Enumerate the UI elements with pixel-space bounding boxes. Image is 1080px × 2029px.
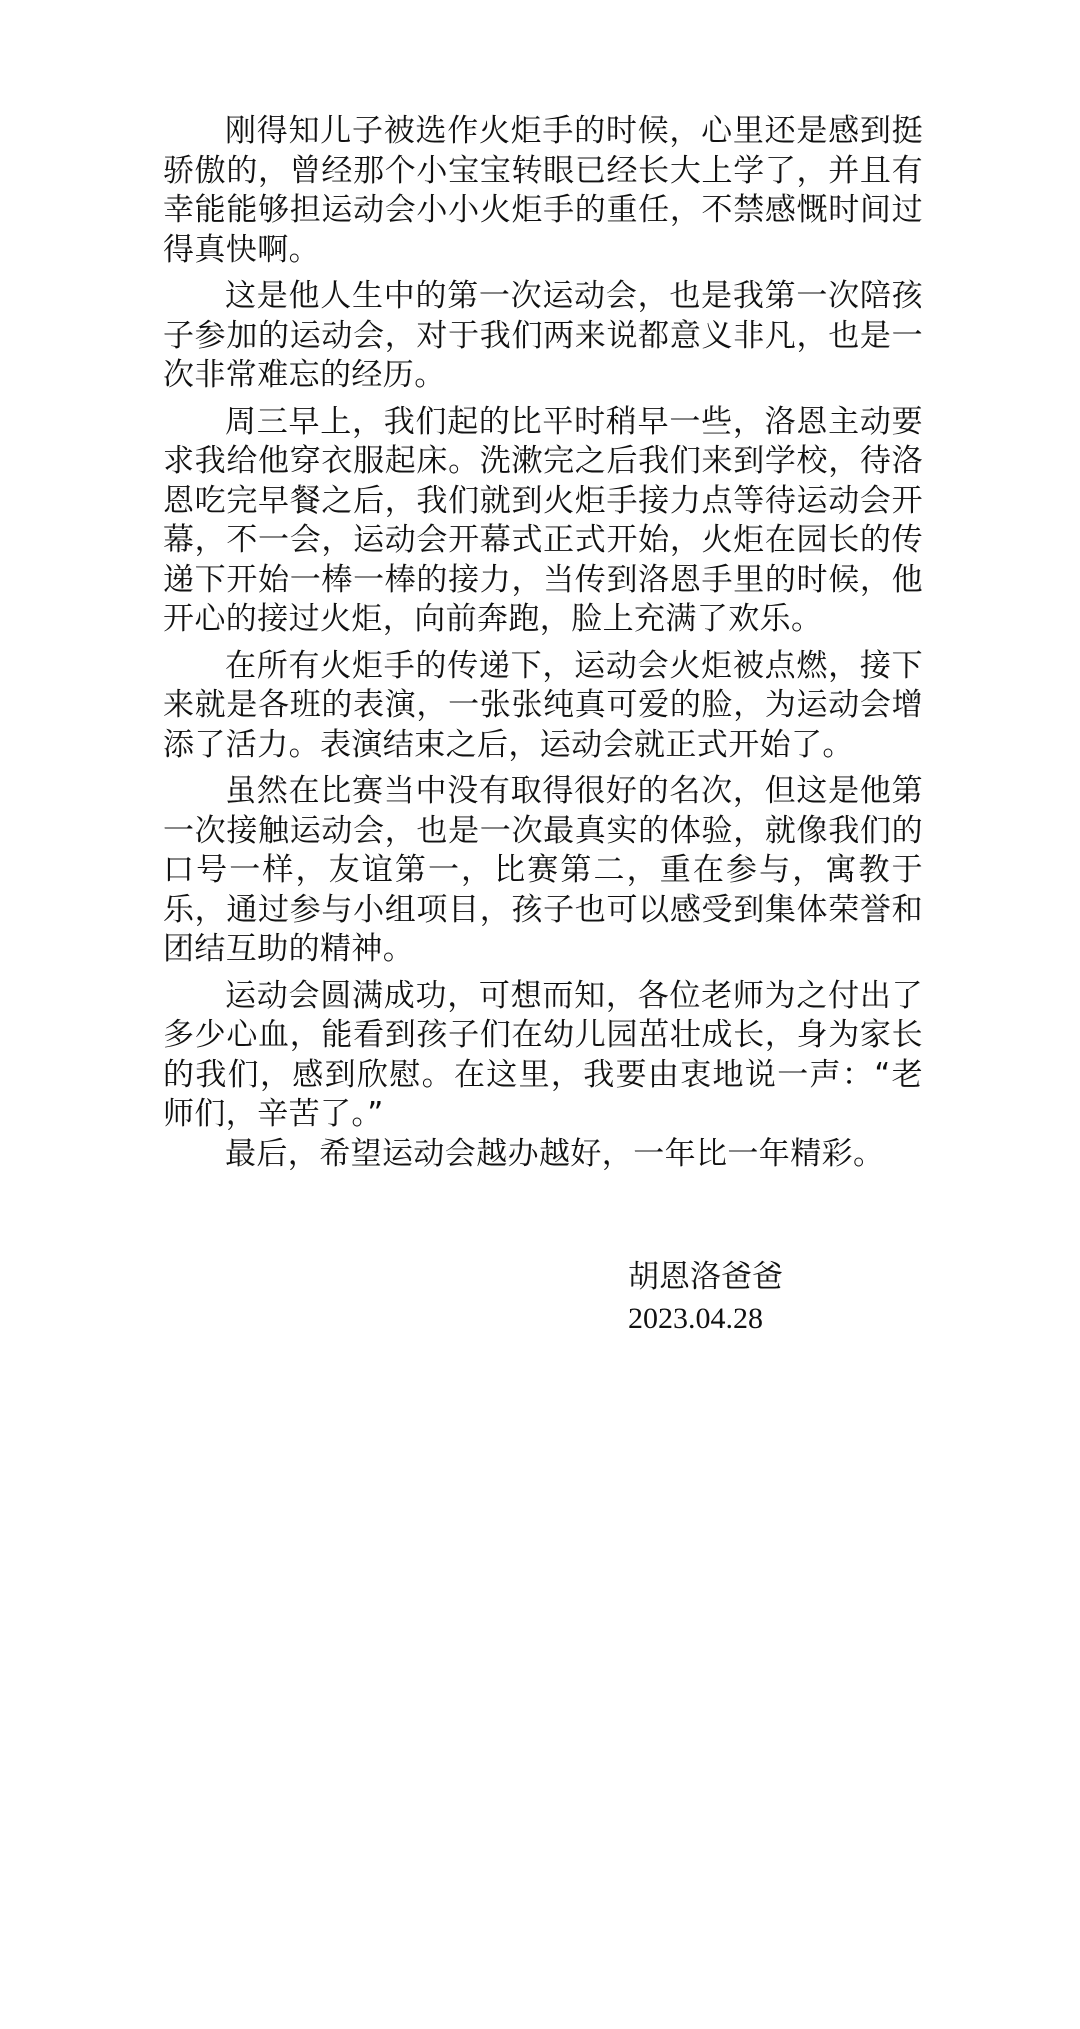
paragraph-1: 刚得知儿子被选作火炬手的时候，心里还是感到挺骄傲的，曾经那个小宝宝转眼已经长大上学了，并且有幸能能够担运动会小小火炬手的重任，不禁感慨时间过得真快啊。: [163, 113, 923, 268]
paragraph-3: 周三早上，我们起的比平时稍早一些，洛恩主动要求我给他穿衣服起床。洗漱完之后我们来到学校，待洛恩吃完早餐之后，我们就到火炬手接力点等待运动会开幕，不一会，运动会开幕式正式开始，火炬在园长的传递下开始一棒一棒的接力，当传到洛恩手里的时候，他开心的接过火炬，向前奔跑，脸上充满了欢乐。: [163, 403, 923, 637]
signature-name: 胡恩洛爸爸: [628, 1259, 783, 1295]
paragraph-4: 在所有火炬手的传递下，运动会火炬被点燃，接下来就是各班的表演，一张张纯真可爱的脸，为运动会增添了活力。表演结束之后，运动会就正式开始了。: [163, 647, 923, 763]
paragraph-5: 虽然在比赛当中没有取得很好的名次，但这是他第一次接触运动会，也是一次最真实的体验，就像我们的口号一样，友谊第一，比赛第二，重在参与，寓教于乐，通过参与小组项目，孩子也可以感受到集体荣誉和团结互助的精神。: [163, 773, 923, 967]
signature-block: [628, 1257, 783, 1339]
paragraph-6: 运动会圆满成功，可想而知，各位老师为之付出了多少心血，能看到孩子们在幼儿园茁壮成长，身为家长的我们，感到欣慰。在这里，我要由衷地说一声：“老师们，辛苦了。”: [163, 977, 923, 1132]
paragraph-closing: 最后，希望运动会越办越好，一年比一年精彩。: [225, 1135, 885, 1172]
signature-date: 2023.04.28: [628, 1302, 763, 1335]
paragraph-2: 这是他人生中的第一次运动会，也是我第一次陪孩子参加的运动会，对于我们两来说都意义非凡，也是一次非常难忘的经历。: [163, 278, 923, 393]
letter-body: [163, 112, 923, 1181]
